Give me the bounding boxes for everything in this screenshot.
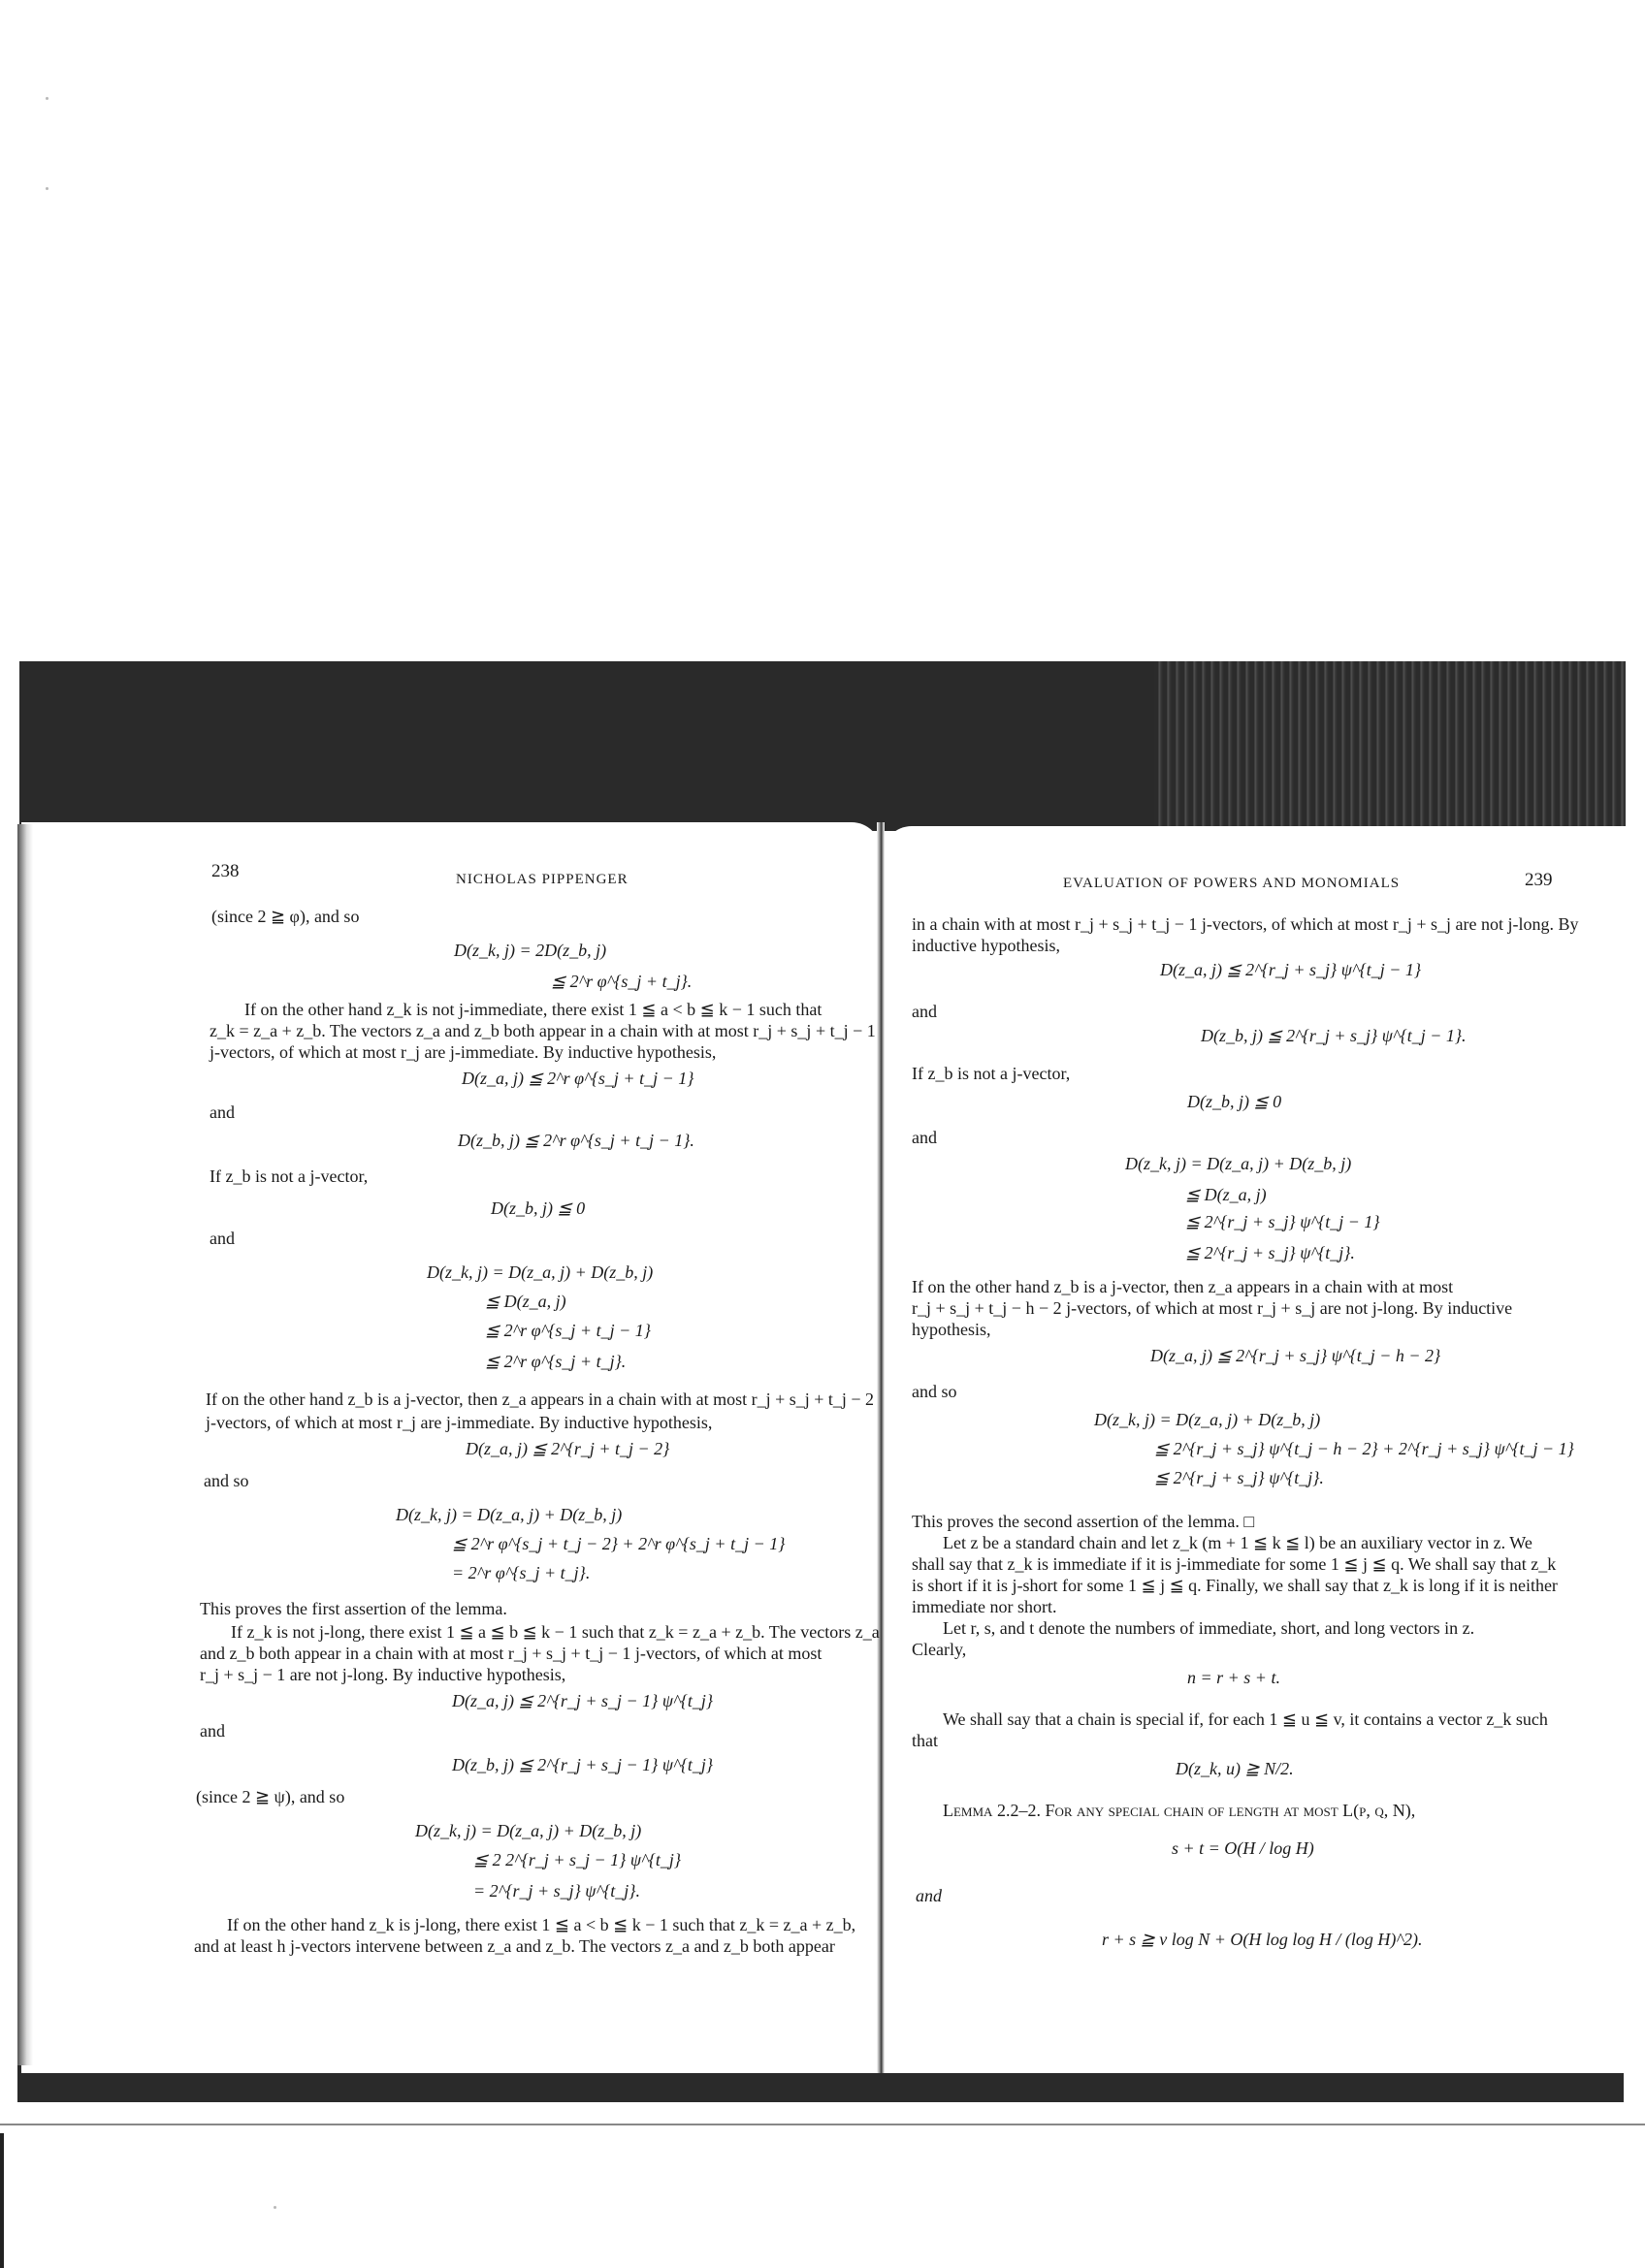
scan-edge-line xyxy=(0,2124,1645,2125)
equation: D(z_k, j) = D(z_a, j) + D(z_b, j) xyxy=(1125,1154,1352,1173)
equation: ≦ 2^{r_j + s_j} ψ^{t_j}. xyxy=(1154,1468,1324,1487)
text-line: and xyxy=(916,1886,942,1905)
equation: D(z_k, u) ≧ N/2. xyxy=(1176,1759,1294,1778)
running-head-right: EVALUATION OF POWERS AND MONOMIALS xyxy=(1063,876,1401,891)
equation: D(z_k, j) = D(z_a, j) + D(z_b, j) xyxy=(415,1821,642,1840)
text-line: r_j + s_j − 1 are not j-long. By inductive hypothesis, xyxy=(200,1665,566,1684)
text-line: Let z be a standard chain and let z_k (m + 1 ≦ k ≦ l) be an auxiliary vector in z. We xyxy=(943,1533,1532,1552)
text-line: If z_b is not a j-vector, xyxy=(210,1166,369,1186)
text-line: shall say that z_k is immediate if it is j-immediate for some 1 ≦ j ≦ q. We shall say that z_k xyxy=(912,1554,1557,1574)
book-gutter xyxy=(877,822,885,2073)
equation: D(z_b, j) ≦ 0 xyxy=(491,1198,586,1218)
text-line: inductive hypothesis, xyxy=(912,936,1060,955)
text-line: If on the other hand z_k is not j-immediate, there exist 1 ≦ a < b ≦ k − 1 such that xyxy=(244,1000,822,1019)
text-line: z_k = z_a + z_b. The vectors z_a and z_b both appear in a chain with at most r_j + s_j + t_j − 1 xyxy=(210,1021,876,1040)
scan-dust xyxy=(274,2206,276,2209)
equation: ≦ 2^r φ^{s_j + t_j − 1} xyxy=(485,1321,651,1340)
text-line: (since 2 ≧ φ), and so xyxy=(211,907,360,926)
text-line: This proves the second assertion of the lemma. □ xyxy=(912,1512,1255,1531)
text-line: and xyxy=(210,1102,235,1122)
text-line: and xyxy=(200,1721,225,1741)
text-line: (since 2 ≧ ψ), and so xyxy=(196,1787,345,1806)
text-line: and at least h j-vectors intervene between z_a and z_b. The vectors z_a and z_b both appear xyxy=(194,1936,835,1956)
text-line: is short if it is j-short for some 1 ≦ j ≦ q. Finally, we shall say that z_k is long if it is neither xyxy=(912,1576,1558,1595)
text-line: in a chain with at most r_j + s_j + t_j − 1 j-vectors, of which at most r_j + s_j are not j-long. By xyxy=(912,914,1579,934)
text-line: and so xyxy=(912,1382,957,1401)
text-line: If on the other hand z_b is a j-vector, then z_a appears in a chain with at most r_j + s_j + t_j − 2 xyxy=(206,1390,875,1409)
equation: ≦ 2^r φ^{s_j + t_j}. xyxy=(551,972,693,991)
equation: D(z_k, j) = D(z_a, j) + D(z_b, j) xyxy=(427,1262,654,1282)
text-line: If on the other hand z_b is a j-vector, then z_a appears in a chain with at most xyxy=(912,1277,1454,1296)
equation: s + t = O(H / log H) xyxy=(1172,1838,1314,1858)
equation: r + s ≧ v log N + O(H log log H / (log H)^2). xyxy=(1102,1930,1423,1949)
text-line: If on the other hand z_k is j-long, there exist 1 ≦ a < b ≦ k − 1 such that z_k = z_a + z_b, xyxy=(227,1915,856,1934)
text-line: Let r, s, and t denote the numbers of immediate, short, and long vectors in z. xyxy=(943,1618,1475,1638)
text-line: If z_b is not a j-vector, xyxy=(912,1064,1071,1083)
equation: ≦ 2 2^{r_j + s_j − 1} ψ^{t_j} xyxy=(473,1850,682,1869)
equation: D(z_b, j) ≦ 2^{r_j + s_j − 1} ψ^{t_j} xyxy=(452,1755,714,1774)
text-line: This proves the first assertion of the lemma. xyxy=(200,1599,507,1618)
scan-edge-left xyxy=(0,2133,4,2268)
equation: ≦ D(z_a, j) xyxy=(485,1292,566,1311)
equation: D(z_b, j) ≦ 0 xyxy=(1187,1092,1282,1111)
text-line: and xyxy=(912,1002,937,1021)
equation: D(z_a, j) ≦ 2^{r_j + s_j} ψ^{t_j − 1} xyxy=(1160,960,1422,979)
scan-stripes xyxy=(1154,661,1626,831)
text-line: r_j + s_j + t_j − h − 2 j-vectors, of which at most r_j + s_j are not j-long. By inductive xyxy=(912,1298,1513,1318)
equation: D(z_k, j) = D(z_a, j) + D(z_b, j) xyxy=(396,1505,623,1524)
scan-dust xyxy=(46,97,48,100)
text-line: that xyxy=(912,1731,938,1750)
text-line: immediate nor short. xyxy=(912,1597,1057,1616)
equation: n = r + s + t. xyxy=(1187,1668,1280,1687)
text-line: j-vectors, of which at most r_j are j-immediate. By inductive hypothesis, xyxy=(206,1413,713,1432)
equation: ≦ 2^{r_j + s_j} ψ^{t_j − 1} xyxy=(1185,1212,1380,1231)
equation: D(z_a, j) ≦ 2^{r_j + t_j − 2} xyxy=(466,1439,670,1458)
running-head-left: NICHOLAS PIPPENGER xyxy=(456,872,629,887)
equation: D(z_a, j) ≦ 2^r φ^{s_j + t_j − 1} xyxy=(462,1069,694,1088)
equation: D(z_k, j) = 2D(z_b, j) xyxy=(454,941,607,960)
equation: D(z_b, j) ≦ 2^r φ^{s_j + t_j − 1}. xyxy=(458,1131,694,1150)
text-line: and so xyxy=(204,1471,249,1490)
text-line: hypothesis, xyxy=(912,1320,991,1339)
page-number-right: 239 xyxy=(1525,870,1553,890)
text-line: We shall say that a chain is special if, for each 1 ≦ u ≦ v, it contains a vector z_k such xyxy=(943,1709,1548,1729)
equation: D(z_k, j) = D(z_a, j) + D(z_b, j) xyxy=(1094,1410,1321,1429)
text-line: Clearly, xyxy=(912,1640,967,1659)
text-line: and xyxy=(912,1128,937,1147)
text-line: and z_b both appear in a chain with at most r_j + s_j + t_j − 1 j-vectors, of which at most xyxy=(200,1644,822,1663)
equation: D(z_a, j) ≦ 2^{r_j + s_j} ψ^{t_j − h − 2} xyxy=(1150,1346,1441,1365)
lemma-statement: Lemma 2.2–2. For any special chain of length at most L(p, q, N), xyxy=(943,1801,1416,1820)
equation: = 2^r φ^{s_j + t_j}. xyxy=(452,1563,591,1582)
equation: ≦ 2^{r_j + s_j} ψ^{t_j − h − 2} + 2^{r_j + s_j} ψ^{t_j − 1} xyxy=(1154,1439,1574,1458)
equation: D(z_b, j) ≦ 2^{r_j + s_j} ψ^{t_j − 1}. xyxy=(1201,1026,1467,1045)
text-line: j-vectors, of which at most r_j are j-immediate. By inductive hypothesis, xyxy=(210,1042,717,1062)
equation: ≦ 2^r φ^{s_j + t_j}. xyxy=(485,1352,627,1371)
equation: ≦ 2^r φ^{s_j + t_j − 2} + 2^r φ^{s_j + t_j − 1} xyxy=(452,1534,786,1553)
equation: = 2^{r_j + s_j} ψ^{t_j}. xyxy=(473,1881,640,1901)
equation: D(z_a, j) ≦ 2^{r_j + s_j − 1} ψ^{t_j} xyxy=(452,1691,714,1710)
text-line: and xyxy=(210,1229,235,1248)
scan-dust xyxy=(46,187,48,190)
text-line: If z_k is not j-long, there exist 1 ≦ a ≦ b ≦ k − 1 such that z_k = z_a + z_b. The vectors z_a xyxy=(231,1622,880,1642)
page-number-left: 238 xyxy=(211,861,240,881)
equation: ≦ 2^{r_j + s_j} ψ^{t_j}. xyxy=(1185,1243,1355,1262)
equation: ≦ D(z_a, j) xyxy=(1185,1185,1267,1204)
book-edge xyxy=(17,824,33,2065)
